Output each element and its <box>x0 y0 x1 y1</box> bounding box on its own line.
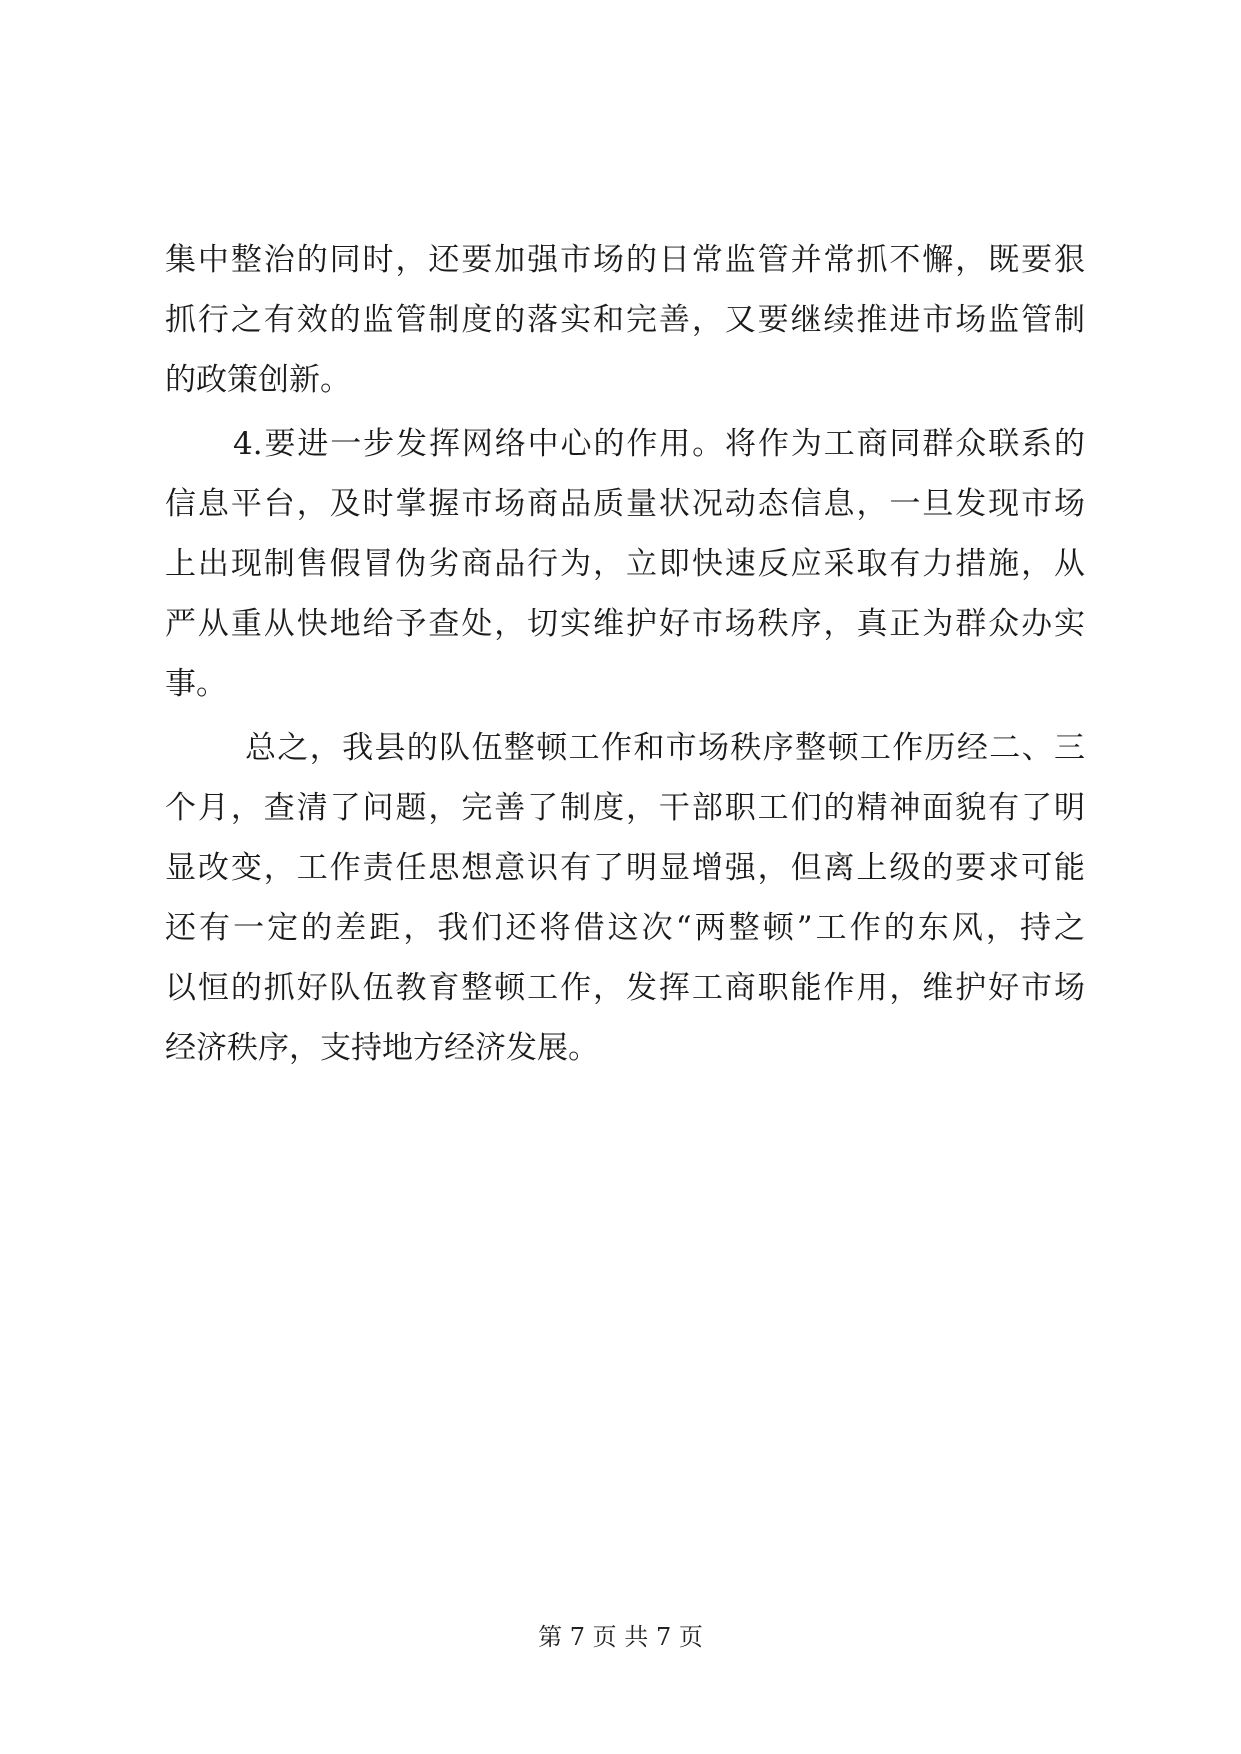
text-line: 4.要进一步发挥网络中心的作用。将作为工商同群众联系的 <box>233 426 1085 462</box>
text-line: 个月，查清了问题，完善了制度，干部职工们的精神面貌有了明 <box>165 790 1085 826</box>
text-line: 的政策创新。 <box>165 362 351 398</box>
text-line: 上出现制售假冒伪劣商品行为，立即快速反应采取有力措施，从 <box>165 546 1085 582</box>
text-line: 总之，我县的队伍整顿工作和市场秩序整顿工作历经二、三 <box>245 730 1085 766</box>
text-line: 经济秩序，支持地方经济发展。 <box>165 1030 599 1066</box>
text-line: 信息平台，及时掌握市场商品质量状况动态信息，一旦发现市场 <box>165 486 1085 522</box>
text-line: 还有一定的差距，我们还将借这次“两整顿”工作的东风，持之 <box>165 910 1085 946</box>
paragraph-market-supervision <box>165 230 1085 410</box>
paragraph-network-center <box>165 414 1085 714</box>
text-line: 事。 <box>165 666 227 702</box>
page-number-footer: 第 7 页 共 7 页 <box>538 1623 703 1651</box>
text-line: 严从重从快地给予查处，切实维护好市场秩序，真正为群众办实 <box>165 606 1085 642</box>
text-line: 集中整治的同时，还要加强市场的日常监管并常抓不懈，既要狠 <box>165 242 1085 278</box>
paragraph-conclusion <box>165 718 1085 1078</box>
text-line: 以恒的抓好队伍教育整顿工作，发挥工商职能作用，维护好市场 <box>165 970 1085 1006</box>
text-line: 显改变，工作责任思想意识有了明显增强，但离上级的要求可能 <box>165 850 1085 886</box>
document-body <box>165 230 1085 1078</box>
text-line: 抓行之有效的监管制度的落实和完善，又要继续推进市场监管制 <box>165 302 1085 338</box>
